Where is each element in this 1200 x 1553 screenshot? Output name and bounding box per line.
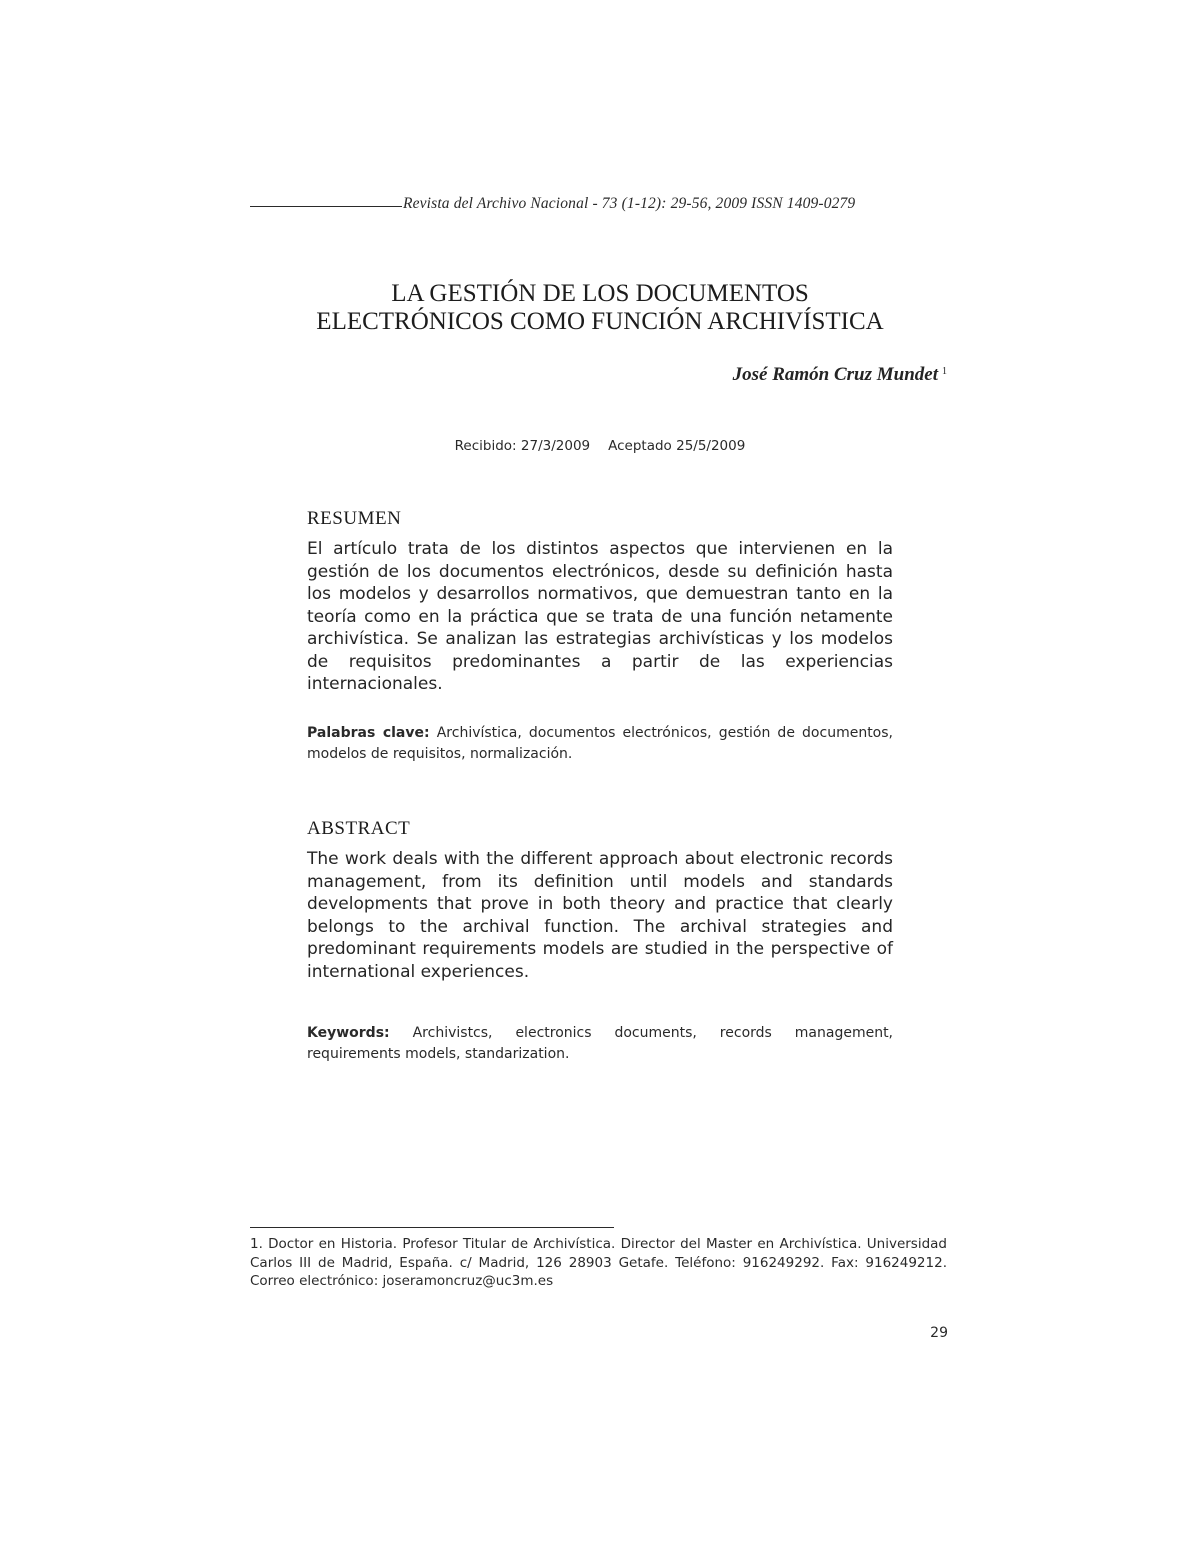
abstract-heading: ABSTRACT xyxy=(307,818,411,839)
page-number: 29 xyxy=(930,1325,948,1341)
resumen-heading: RESUMEN xyxy=(307,508,402,529)
footnote: 1. Doctor en Historia. Profesor Titular de Archivística. Director del Master en Archivística. Universidad Carlos III de Madrid, España. c/ Madrid, 126 28903 Getafe. Teléfono: 916249292. Fax: 916249212. Correo electrónico: joseramoncruz@uc3m.es xyxy=(250,1236,947,1289)
accepted-date: Aceptado 25/5/2009 xyxy=(608,438,746,454)
journal-header: Revista del Archivo Nacional - 73 (1-12): 29-56, 2009 ISSN 1409-0279 xyxy=(403,195,856,212)
author-name: José Ramón Cruz Mundet xyxy=(732,364,938,385)
abstract-section xyxy=(307,818,893,983)
author xyxy=(733,364,947,386)
article-title xyxy=(250,280,950,336)
article-title-line-1: LA GESTIÓN DE LOS DOCUMENTOS xyxy=(391,280,809,307)
abstract-keywords-text: Archivistcs, electronics documents, records management, requirements models, standarization. xyxy=(307,1025,894,1062)
received-date: Recibido: 27/3/2009 xyxy=(454,438,591,454)
submission-dates xyxy=(250,438,950,454)
resumen-keywords-text: Archivística, documentos electrónicos, gestión de documentos, modelos de requisitos, normalización. xyxy=(307,725,893,762)
header-rule xyxy=(250,206,402,207)
footnote-rule xyxy=(250,1227,614,1228)
abstract-keywords xyxy=(307,1023,893,1065)
abstract-keywords-label: Keywords: xyxy=(307,1025,390,1041)
article-title-line-2: ELECTRÓNICOS COMO FUNCIÓN ARCHIVÍSTICA xyxy=(316,308,884,335)
resumen-body: El artículo trata de los distintos aspectos que intervienen en la gestión de los documentos electrónicos, desde su definición hasta los modelos y desarrollos normativos, que demuestran tanto en la teoría como en la práctica que se trata de una función netamente archivística. Se analizan las estrategias archivísticas y los modelos de requisitos predominantes a partir de las experiencias internacionales. xyxy=(307,539,893,694)
resumen-keywords xyxy=(307,723,893,765)
author-footnote-mark: 1 xyxy=(942,366,947,377)
abstract-body: The work deals with the different approach about electronic records management, from its definition until models and standards developments that prove in both theory and practice that clearly belongs to the archival function. The archival strategies and predominant requirements models are studied in the perspective of international experiences. xyxy=(307,849,893,982)
resumen-keywords-label: Palabras clave: xyxy=(307,725,430,741)
resumen-section xyxy=(307,508,893,696)
